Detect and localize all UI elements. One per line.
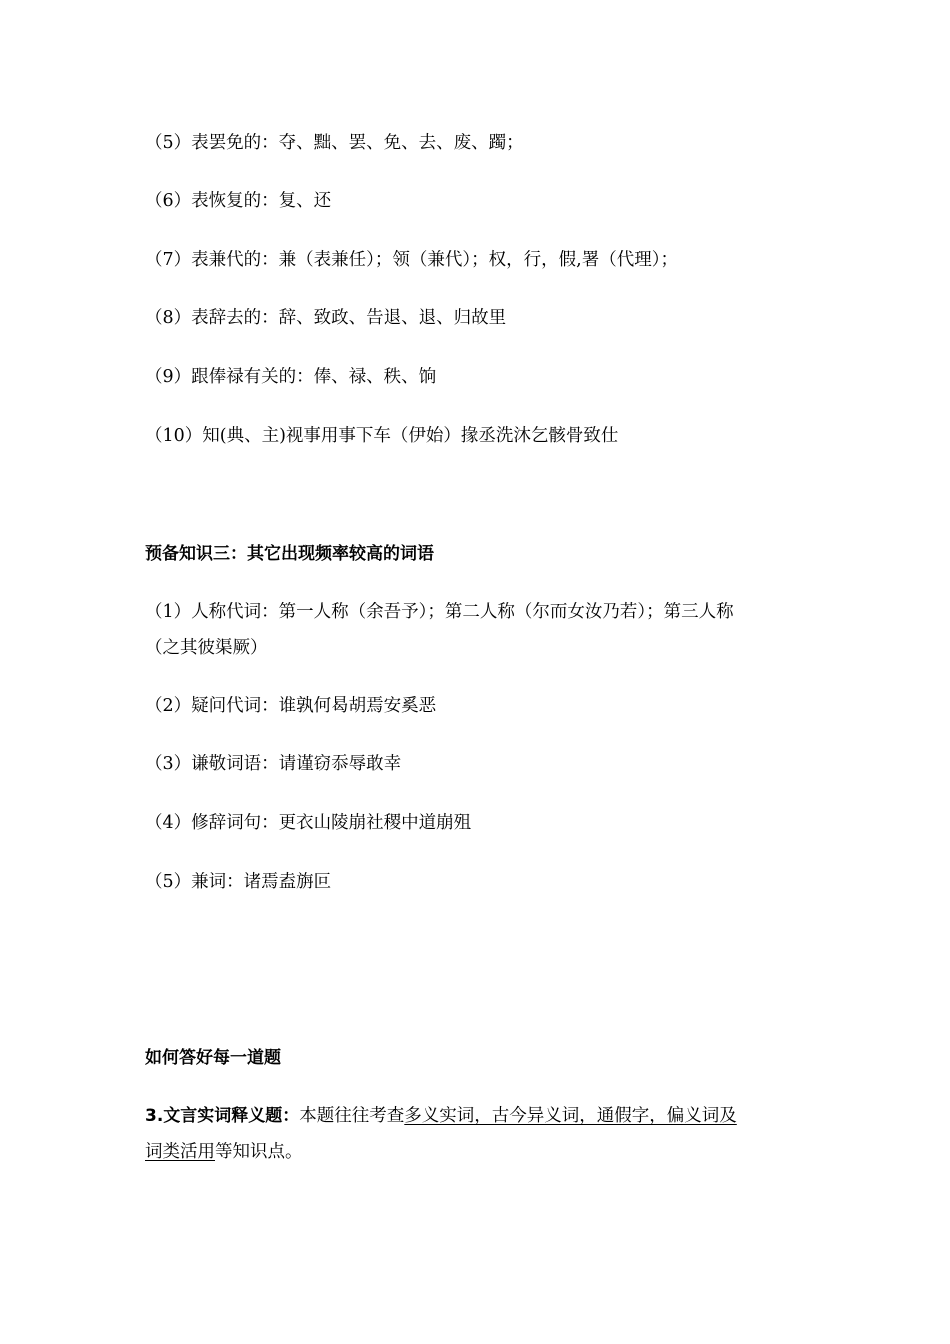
list-item-concurrent: （7）表兼代的：兼（表兼任）；领（兼代）；权，行，假,署（代理）； <box>145 250 678 270</box>
paragraph-question-3-cont <box>145 1140 303 1164</box>
list-item-personal-pronouns-cont: （之其彼渠厥） <box>145 638 268 658</box>
list-item-compound-words: （5）兼词：诸焉盍旃叵 <box>145 872 332 892</box>
list-item-honorifics: （3）谦敬词语：请谨窃忝辱敢幸 <box>145 754 402 774</box>
question-3-text-end: 等知识点。 <box>215 1142 303 1162</box>
question-3-underlined-word-class: 词类活用 <box>145 1142 215 1162</box>
question-3-text: 本题往往考查 <box>299 1106 405 1126</box>
paragraph-question-3 <box>145 1104 737 1128</box>
section-heading-knowledge-three: 预备知识三：其它出现频率较高的词语 <box>145 544 434 564</box>
question-3-underlined-points: 多义实词，古今异义词，通假字，偏义词及 <box>404 1106 737 1126</box>
list-item-rhetoric: （4）修辞词句：更衣山陵崩社稷中道崩殂 <box>145 813 472 833</box>
list-item-dismissal: （5）表罢免的：夺、黜、罢、免、去、废、躅； <box>145 133 524 153</box>
list-item-misc-terms: （10）知(典、主)视事用事下车（伊始）掾丞洗沐乞骸骨致仕 <box>145 426 619 446</box>
list-item-salary: （9）跟俸禄有关的：俸、禄、秩、饷 <box>145 367 437 387</box>
list-item-personal-pronouns: （1）人称代词：第一人称（余吾予）；第二人称（尔而女汝乃若）；第三人称 <box>145 602 734 622</box>
question-3-label: 3.文言实词释义题： <box>145 1106 300 1126</box>
list-item-resign: （8）表辞去的：辞、致政、告退、退、归故里 <box>145 308 507 328</box>
list-item-restore: （6）表恢复的：复、还 <box>145 191 332 211</box>
list-item-interrogative-pronouns: （2）疑问代词：谁孰何曷胡焉安奚恶 <box>145 696 437 716</box>
section-heading-howto: 如何答好每一道题 <box>145 1048 281 1068</box>
